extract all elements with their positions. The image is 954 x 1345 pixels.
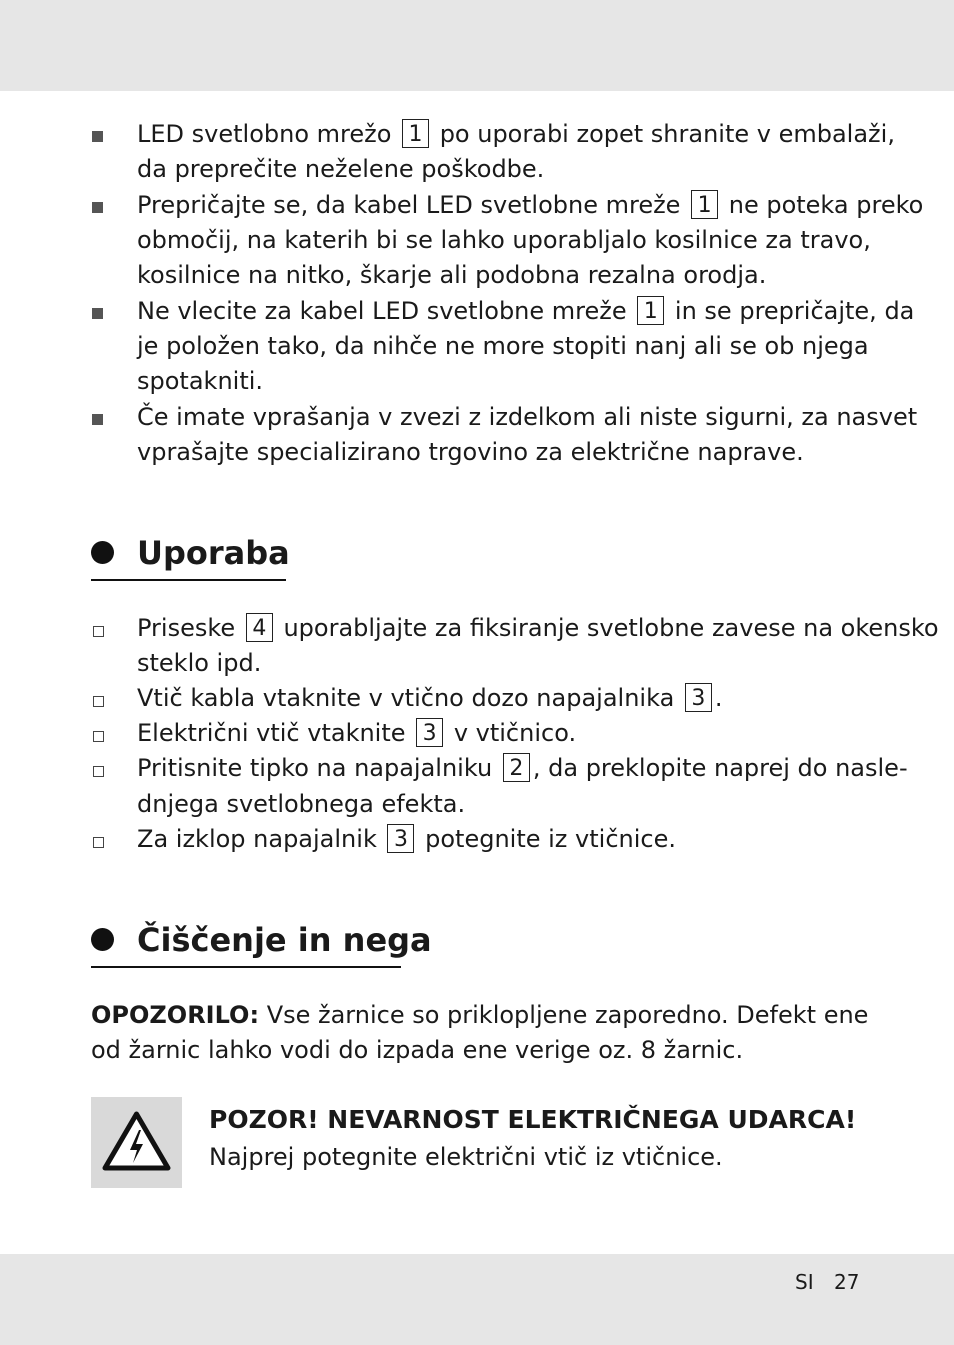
usage-step-3: Električni vtič vtaknite 3 v vtičnico. [137, 719, 577, 747]
usage-step-2: Vtič kabla vtaknite v vtično dozo napajalnika 3 . [137, 684, 723, 712]
square-bullet-icon [92, 414, 103, 425]
electric-shock-warning-icon [91, 1097, 182, 1188]
checkbox-bullet-icon [93, 731, 104, 742]
reference-number: 1 [402, 119, 429, 148]
heading-text: Čiščenje in nega [137, 921, 432, 959]
safety-item-4-line-2: vprašajte specializirano trgovino za električne naprave. [137, 438, 804, 466]
checkbox-bullet-icon [93, 626, 104, 637]
reference-number: 4 [246, 613, 273, 642]
warning-label: OPOZORILO: [91, 1001, 260, 1029]
reference-number: 1 [637, 296, 664, 325]
checkbox-bullet-icon [93, 837, 104, 848]
usage-step-4-line-2: dnjega svetlobnega efekta. [137, 790, 466, 818]
warning-paragraph-line-1: OPOZORILO: Vse žarnice so priklopljene zaporedno. Defekt ene [91, 1001, 869, 1029]
safety-item-1-line-1: LED svetlobno mrežo 1 po uporabi zopet shranite v embalaži, [137, 120, 895, 148]
safety-item-4-line-1: Če imate vprašanja v zvezi z izdelkom ali niste sigurni, za nasvet [137, 403, 918, 431]
footer-language: SI [795, 1270, 814, 1294]
page-number: 27 [834, 1270, 860, 1294]
section-heading-cleaning [91, 920, 432, 968]
safety-item-1-line-2: da preprečite neželene poškodbe. [137, 155, 545, 183]
safety-item-3-line-3: spotakniti. [137, 367, 264, 395]
heading-text: Uporaba [137, 534, 290, 572]
safety-item-3-line-1: Ne vlecite za kabel LED svetlobne mreže 1 in se prepričajte, da [137, 297, 915, 325]
warning-paragraph-line-2: od žarnic lahko vodi do izpada ene verige oz. 8 žarnic. [91, 1036, 744, 1064]
safety-item-2-line-2: območij, na katerih bi se lahko uporabljalo kosilnice za travo, [137, 226, 871, 254]
safety-item-3-line-2: je položen tako, da nihče ne more stopiti nanj ali se ob njega [137, 332, 869, 360]
usage-step-1-line-1: Priseske 4 uporabljajte za fiksiranje svetlobne zavese na okensko [137, 614, 939, 642]
checkbox-bullet-icon [93, 766, 104, 777]
usage-step-4-line-1: Pritisnite tipko na napajalniku 2 , da preklopite naprej do nasle- [137, 754, 908, 782]
reference-number: 2 [503, 753, 530, 782]
section-heading-usage [91, 533, 290, 581]
caution-text: Najprej potegnite električni vtič iz vtičnice. [209, 1143, 723, 1171]
header-band [0, 0, 954, 91]
safety-item-2-line-1: Prepričajte se, da kabel LED svetlobne mreže 1 ne poteka preko [137, 191, 924, 219]
heading-dot-icon [91, 928, 114, 951]
square-bullet-icon [92, 131, 103, 142]
safety-item-2-line-3: kosilnice na nitko, škarje ali podobna rezalna orodja. [137, 261, 767, 289]
square-bullet-icon [92, 308, 103, 319]
usage-step-1-line-2: steklo ipd. [137, 649, 262, 677]
caution-title: POZOR! NEVARNOST ELEKTRIČNEGA UDARCA! [209, 1105, 857, 1134]
usage-step-5: Za izklop napajalnik 3 potegnite iz vtičnice. [137, 825, 676, 853]
reference-number: 3 [416, 718, 443, 747]
reference-number: 1 [691, 190, 718, 219]
reference-number: 3 [387, 824, 414, 853]
reference-number: 3 [685, 683, 712, 712]
checkbox-bullet-icon [93, 696, 104, 707]
heading-dot-icon [91, 541, 114, 564]
square-bullet-icon [92, 202, 103, 213]
